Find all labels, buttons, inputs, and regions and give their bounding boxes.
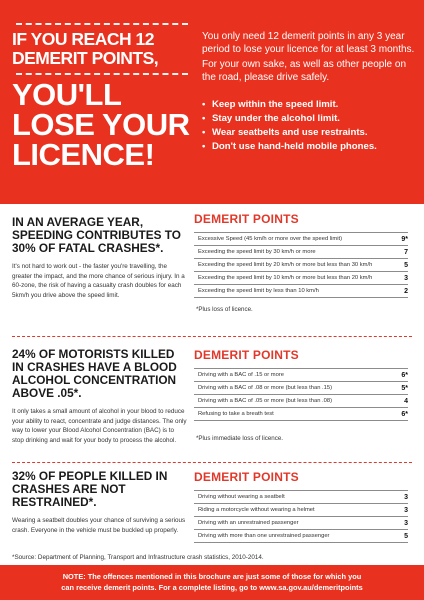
section-title: 32% OF PEOPLE KILLED IN CRASHES ARE NOT RESTRAINED*. <box>12 469 168 509</box>
footer-banner <box>0 565 424 600</box>
section-text <box>12 348 187 445</box>
safety-tip: • Keep within the speed limit. <box>202 98 416 112</box>
points-cell: 3 <box>394 504 408 517</box>
safety-tip: • Stay under the alcohol limit. <box>202 112 416 126</box>
offence-cell: Driving with an unrestrained passenger <box>194 517 394 530</box>
demerit-points-title: DEMERIT POINTS <box>194 470 299 484</box>
table-row <box>194 233 408 246</box>
safety-tip: • Don't use hand-held mobile phones. <box>202 140 416 154</box>
offence-cell: Driving with more than one unrestrained passenger <box>194 530 394 543</box>
table-row <box>194 382 408 395</box>
table-row <box>194 259 408 272</box>
section-divider <box>12 462 412 463</box>
offence-cell: Exceeding the speed limit by less than 10 km/h <box>194 285 394 298</box>
header-banner <box>0 0 424 204</box>
points-cell: 3 <box>394 272 408 285</box>
footer-note: NOTE: The offences mentioned in this brochure are just some of those for which you <box>62 572 362 581</box>
offence-cell: Riding a motorcycle without wearing a helmet <box>194 504 394 517</box>
demerit-points-table <box>194 490 408 543</box>
section-body: It only takes a small amount of alcohol in your blood to reduce your ability to react, concentrate and judge distances. The only way to lower your Blood Alcohol Concentration (BAC) is to stop drinking and wait for your body to process the alcohol. <box>12 408 187 444</box>
footer-note: can receive demerit points. For a complete listing, go to www.sa.gov.au/demeritpoints <box>61 583 363 592</box>
offence-cell: Exceeding the speed limit by 30 km/h or more <box>194 246 394 259</box>
dashed-divider <box>16 23 188 25</box>
points-cell: 5 <box>394 259 408 272</box>
demerit-points-title: DEMERIT POINTS <box>194 212 299 226</box>
section-divider <box>12 336 412 337</box>
demerit-points-table <box>194 368 408 421</box>
table-row <box>194 517 408 530</box>
offence-cell: Exceeding the speed limit by 20 km/h or more but less than 30 km/h <box>194 259 394 272</box>
section-title: IN AN AVERAGE YEAR, SPEEDING CONTRIBUTES TO 30% OF FATAL CRASHES*. <box>12 215 181 255</box>
safety-tip: • Wear seatbelts and use restraints. <box>202 126 416 140</box>
intro-block <box>202 30 416 154</box>
table-row <box>194 504 408 517</box>
points-cell: 2 <box>394 285 408 298</box>
demerit-points-title: DEMERIT POINTS <box>194 348 299 362</box>
table-row <box>194 246 408 259</box>
footnote: *Plus immediate loss of licence. <box>196 435 284 442</box>
offence-cell: Excessive Speed (45 km/h or more over the speed limit) <box>194 233 394 246</box>
table-row <box>194 369 408 382</box>
footnote: *Plus loss of licence. <box>196 306 253 313</box>
points-cell: 3 <box>394 517 408 530</box>
demerit-points-panel <box>194 470 408 543</box>
points-cell: 5* <box>394 382 408 395</box>
table-row <box>194 395 408 408</box>
offence-cell: Refusing to take a breath test <box>194 408 394 421</box>
demerit-points-table <box>194 232 408 298</box>
table-row <box>194 285 408 298</box>
section-body: Wearing a seatbelt doubles your chance of surviving a serious crash. Everyone in the vehicle must be buckled up properly. <box>12 517 186 534</box>
safety-tips-list <box>202 98 416 154</box>
intro-text: For your own sake, as well as other people on the road, please drive safely. <box>202 59 406 83</box>
table-row <box>194 408 408 421</box>
offence-cell: Driving with a BAC of .08 or more (but less than .15) <box>194 382 394 395</box>
offence-cell: Driving with a BAC of .15 or more <box>194 369 394 382</box>
demerit-points-panel <box>194 212 408 313</box>
headline-part-2: YOU'LL LOSE YOUR LICENCE! <box>12 77 190 172</box>
table-row <box>194 272 408 285</box>
section-body: It's not hard to work out - the faster you're travelling, the greater the impact, and the more chance of serious injury. In a 60-zone, the risk of having a casualty crash doubles for each 5km/h you drive above the speed limit. <box>12 263 185 299</box>
dashed-divider <box>16 73 188 75</box>
offence-cell: Driving with a BAC of .05 or more (but less than .08) <box>194 395 394 408</box>
intro-text: You only need 12 demerit points in any 3 year period to lose your licence for at least 3 months. <box>202 31 415 55</box>
points-cell: 6* <box>394 369 408 382</box>
demerit-points-panel <box>194 348 408 442</box>
section-text <box>12 470 187 535</box>
points-cell: 9* <box>394 233 408 246</box>
section-title: 24% OF MOTORISTS KILLED IN CRASHES HAVE A BLOOD ALCOHOL CONCENTRATION ABOVE .05*. <box>12 347 177 400</box>
points-cell: 6* <box>394 408 408 421</box>
offence-cell: Driving without wearing a seatbelt <box>194 491 394 504</box>
section-text <box>12 216 187 300</box>
points-cell: 7 <box>394 246 408 259</box>
points-cell: 3 <box>394 491 408 504</box>
points-cell: 4 <box>394 395 408 408</box>
source-note: *Source: Department of Planning, Transport and Infrastructure crash statistics, 2010-2014. <box>12 554 264 561</box>
headline-part-1: IF YOU REACH 12 DEMERIT POINTS, <box>12 29 159 68</box>
points-cell: 5 <box>394 530 408 543</box>
headline-block <box>12 18 192 170</box>
offence-cell: Exceeding the speed limit by 10 km/h or more but less than 20 km/h <box>194 272 394 285</box>
table-row <box>194 530 408 543</box>
table-row <box>194 491 408 504</box>
